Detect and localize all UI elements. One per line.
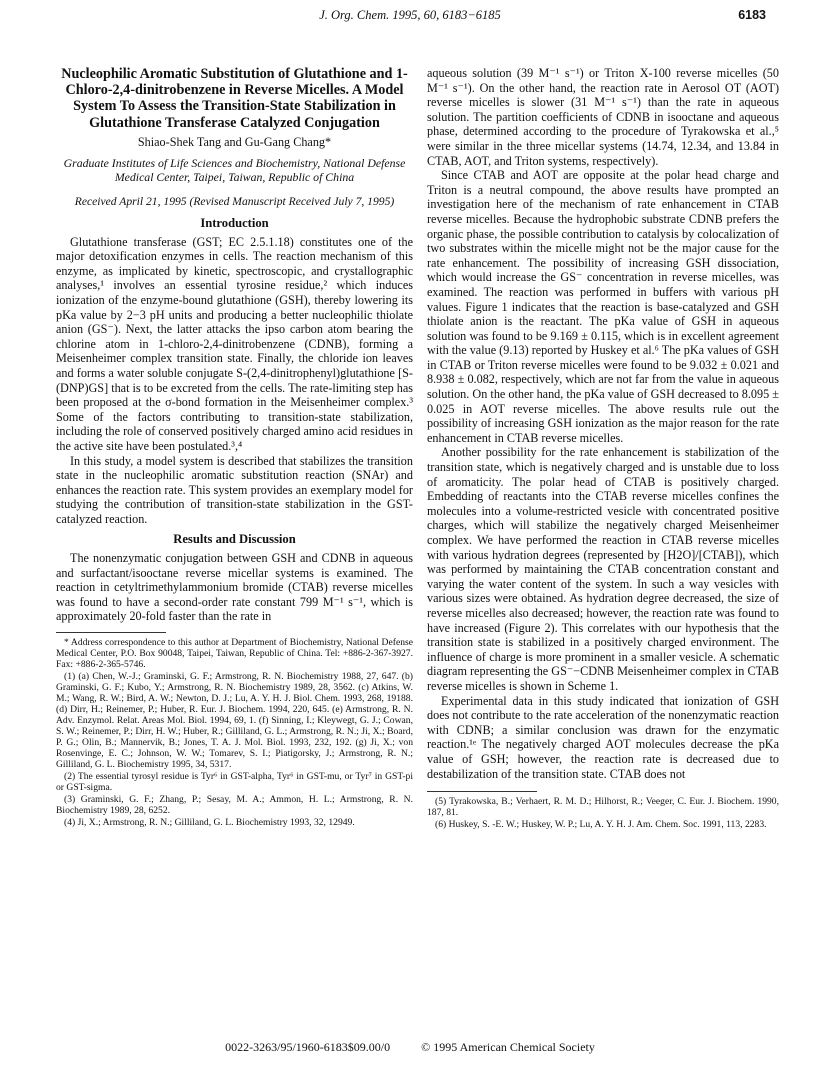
paragraph: Experimental data in this study indicated that ionization of GSH does not contribute to the rate acceleration of the nonenzymatic reaction with CDNB; a similar conclusion was drawn for the enzymatic reaction.¹ᵉ The negatively charged AOT molecules decrease the pKa value of GSH; however, the reaction rate is decreased due to destabilization of the transition state. CTAB does not (427, 693, 779, 781)
footnote-divider (56, 632, 166, 633)
footnotes-left (56, 637, 413, 828)
paragraph: In this study, a model system is described that stabilizes the transition state in the nucleophilic aromatic substitution reaction (SNAr) and enhances the reaction rate. This system provides an exemplary model for studying the contribution of transition-state stabilization in the GST-catalyzed reaction. (56, 453, 413, 526)
running-header (0, 8, 820, 28)
footnote: (6) Huskey, S. -E. W.; Huskey, W. P.; Lu, A. Y. H. J. Am. Chem. Soc. 1991, 113, 2283. (435, 819, 767, 831)
section-heading-results: Results and Discussion (173, 532, 296, 547)
article-title: Nucleophilic Aromatic Substitution of Glutathione and 1-Chloro-2,4-dinitrobenzene in Reverse Micelles. A Model System To Assess the Transition-State Stabilization in Glutathione Transferase Catalyzed Conjugation (61, 66, 408, 131)
paragraph: aqueous solution (39 M⁻¹ s⁻¹) or Triton X-100 reverse micelles (50 M⁻¹ s⁻¹). On the other hand, the reaction rate in Aerosol OT (AOT) reverse micelles is slower (31 M⁻¹ s⁻¹) than the rate in aqueous solution. The partition coefficients of CDNB in isooctane and aqueous phase, determined according to the procedure of Tyrakowska et al.,⁵ were similar in the three micellar systems (14.74, 12.34, and 13.84 in CTAB, AOT, and Triton systems, respectively). (427, 66, 779, 168)
footnote: (5) Tyrakowska, B.; Verhaert, R. M. D.; Hilhorst, R.; Veeger, C. Eur. J. Biochem. 1990, 187, 81. (427, 796, 779, 819)
section-heading-introduction: Introduction (200, 216, 269, 230)
footnote: (4) Ji, X.; Armstrong, R. N.; Gilliland, G. L. Biochemistry 1993, 32, 12949. (64, 817, 355, 829)
paragraph: Since CTAB and AOT are opposite at the polar head charge and Triton is a neutral compound, the above results have prompted an investigation here of the mechanism of rate enhancement in CTAB reverse micelles. Because the hydrophobic substrate CDNB prefers the organic phase, the possible contribution to catalysis by colocalization of two substrates within the micelle might not be the major cause for the rate enhancement. The possibility of increasing GSH dissociation, which would increase the GS⁻ concentration in reverse micelles, was examined. The reaction was performed in buffers with various pH values. Figure 1 indicates that the reaction is base-catalyzed and GSH thiolate anion is the reactant. The pKa value of GSH in aqueous solution was found to be 9.169 ± 0.115, which is in excellent agreement with the value (9.13) reported by Huskey et al.⁶ The pKa values of GSH in CTAB or Triton reverse micelles were found to be 9.032 ± 0.021 and 8.938 ± 0.082, respectively, which are not far from the value in aqueous solution. On the other hand, the pKa value of GSH decreased to 8.095 ± 0.025 in AOT reverse micelles. The above results rule out the possibility of increasing GSH ionization as the major reason for the rate enhancement in CTAB reverse micelles. (427, 168, 779, 445)
footnote: (3) Graminski, G. F.; Zhang, P.; Sesay, M. A.; Ammon, H. L.; Armstrong, R. N. Biochemistry 1989, 28, 6252. (56, 794, 413, 817)
paragraph: The nonenzymatic conjugation between GSH and CDNB in aqueous and surfactant/isooctane reverse micellar systems is examined. The reaction in cetyltrimethylammonium bromide (CTAB) reverse micelles was found to have a second-order rate constant 799 M⁻¹ s⁻¹, which is approximately 20-fold faster than the rate in (56, 551, 413, 624)
right-column (427, 66, 779, 831)
article-code: 0022-3263/95/1960-6183$09.00/0 (225, 1040, 391, 1054)
page-footer (0, 1040, 820, 1055)
article-authors: Shiao-Shek Tang and Gu-Gang Chang* (137, 134, 332, 149)
footnote: (2) The essential tyrosyl residue is Tyr⁶ in GST-alpha, Tyr⁶ in GST-mu, or Tyr⁷ in GST-pi or GST-sigma. (56, 771, 413, 794)
footnote-divider (427, 791, 537, 792)
paragraph: Another possibility for the rate enhancement is stabilization of the transition state, which is negatively charged and is unstable due to loss of aromaticity. The polar head of CTAB is positively charged. Embedding of reactants into the CTAB reverse micelles confines the molecules into a volume-restricted vesicle with concentrated positive charges, which will stabilize the negatively charged Meisenheimer complex. We have performed the reaction in CTAB reverse micelles with various hydration degrees (represented by [H2O]/[CTAB]), which was performed by maintaining the CTAB concentration constant and varying the water content of the system. In such a way vesicles with various sizes were obtained. As hydration degree decreased, the size of reverse micelles also decreased; however, the reaction rate was found to have increased (Figure 2). This correlates with our hypothesis that the transition state is stabilized in a positively charged environment. The influence of charge is more prominent in a smaller vesicle. A schematic diagram representing the GS⁻−CDNB Meisenheimer complex in CTAB reverse micelles is shown in Scheme 1. (427, 445, 779, 693)
footnote: * Address correspondence to this author at Department of Biochemistry, National Defense Medical Center, P.O. Box 90048, Taipei, Taiwan, Republic of China. Tel: +886-2-367-3927. Fax: +886-2-365-5746. (56, 637, 413, 671)
left-column (56, 66, 413, 829)
page-number: 6183 (738, 8, 766, 22)
author-affiliation: Graduate Institutes of Life Sciences and Biochemistry, National Defense Medical Center, Taipei, Taiwan, Republic of China (63, 156, 406, 184)
received-date: Received April 21, 1995 (Revised Manuscript Received July 7, 1995) (74, 194, 395, 208)
paragraph: Glutathione transferase (GST; EC 2.5.1.18) constitutes one of the major detoxification enzymes in cells. The reaction mechanism of this enzyme, as implicated by kinetic, spectroscopic, and crystallographic analyses,¹ involves an essential tyrosine residue,² which induces ionization of the enzyme-bound glutathione (GSH), thereby lowering its pKa value by 2−3 pH units and producing a better nucleophilic thiolate anion (GS⁻). Next, the latter attacks the ipso carbon atom bearing the chlorine atom in 1-chloro-2,4-dinitrobenzene (CDNB), forming a Meisenheimer complex transition state. Finally, the chloride ion leaves and forms a water soluble conjugate S-(2,4-dinitrophenyl)glutathione [S-(DNP)GS] that is to be excreted from the cells. The rate-limiting step has been proposed at the σ-bond formation in the Meisenheimer complex.³ Some of the factors contributing to transition-state stabilization, including the role of conserved positively charged amino acid residues in the active site have been postulated.³,⁴ (56, 234, 413, 453)
footnote: (1) (a) Chen, W.-J.; Graminski, G. F.; Armstrong, R. N. Biochemistry 1988, 27, 647. (b) Graminski, G. F.; Kubo, Y.; Armstrong, R. N. Biochemistry 1989, 28, 3562. (c) Atkins, W. M.; Wang, R. W.; Bird, A. W.; Newton, D. J.; Lu, A. Y. H. J. Biol. Chem. 1993, 268, 19188. (d) Dirr, H.; Reinemer, P.; Huber, R. Eur. J. Biochem. 1994, 220, 645. (e) Armstrong, R. N. Adv. Enzymol. Relat. Areas Mol. Biol. 1994, 69, 1. (f) Sinning, I.; Kleywegt, G. J.; Cowan, S. W.; Reinemer, P.; Dirr, H. W.; Huber, R.; Gilliland, G. L.; Armstrong, R. N.; Ji, X.; Board, P. G.; Olin, B.; Mannervik, B.; Jones, T. A. J. Mol. Biol. 1993, 232, 192. (g) Ji, X.; von Rosenvinge, E. C.; Johnson, W. W.; Tomarev, S. I.; Piatigorsky, J.; Armstrong, R. N.; Gilliland, G. L. Biochemistry 1995, 34, 5317. (56, 671, 413, 771)
copyright-notice: © 1995 American Chemical Society (421, 1040, 595, 1054)
footnotes-right (427, 796, 779, 830)
journal-citation: J. Org. Chem. 1995, 60, 6183−6185 (319, 8, 501, 22)
